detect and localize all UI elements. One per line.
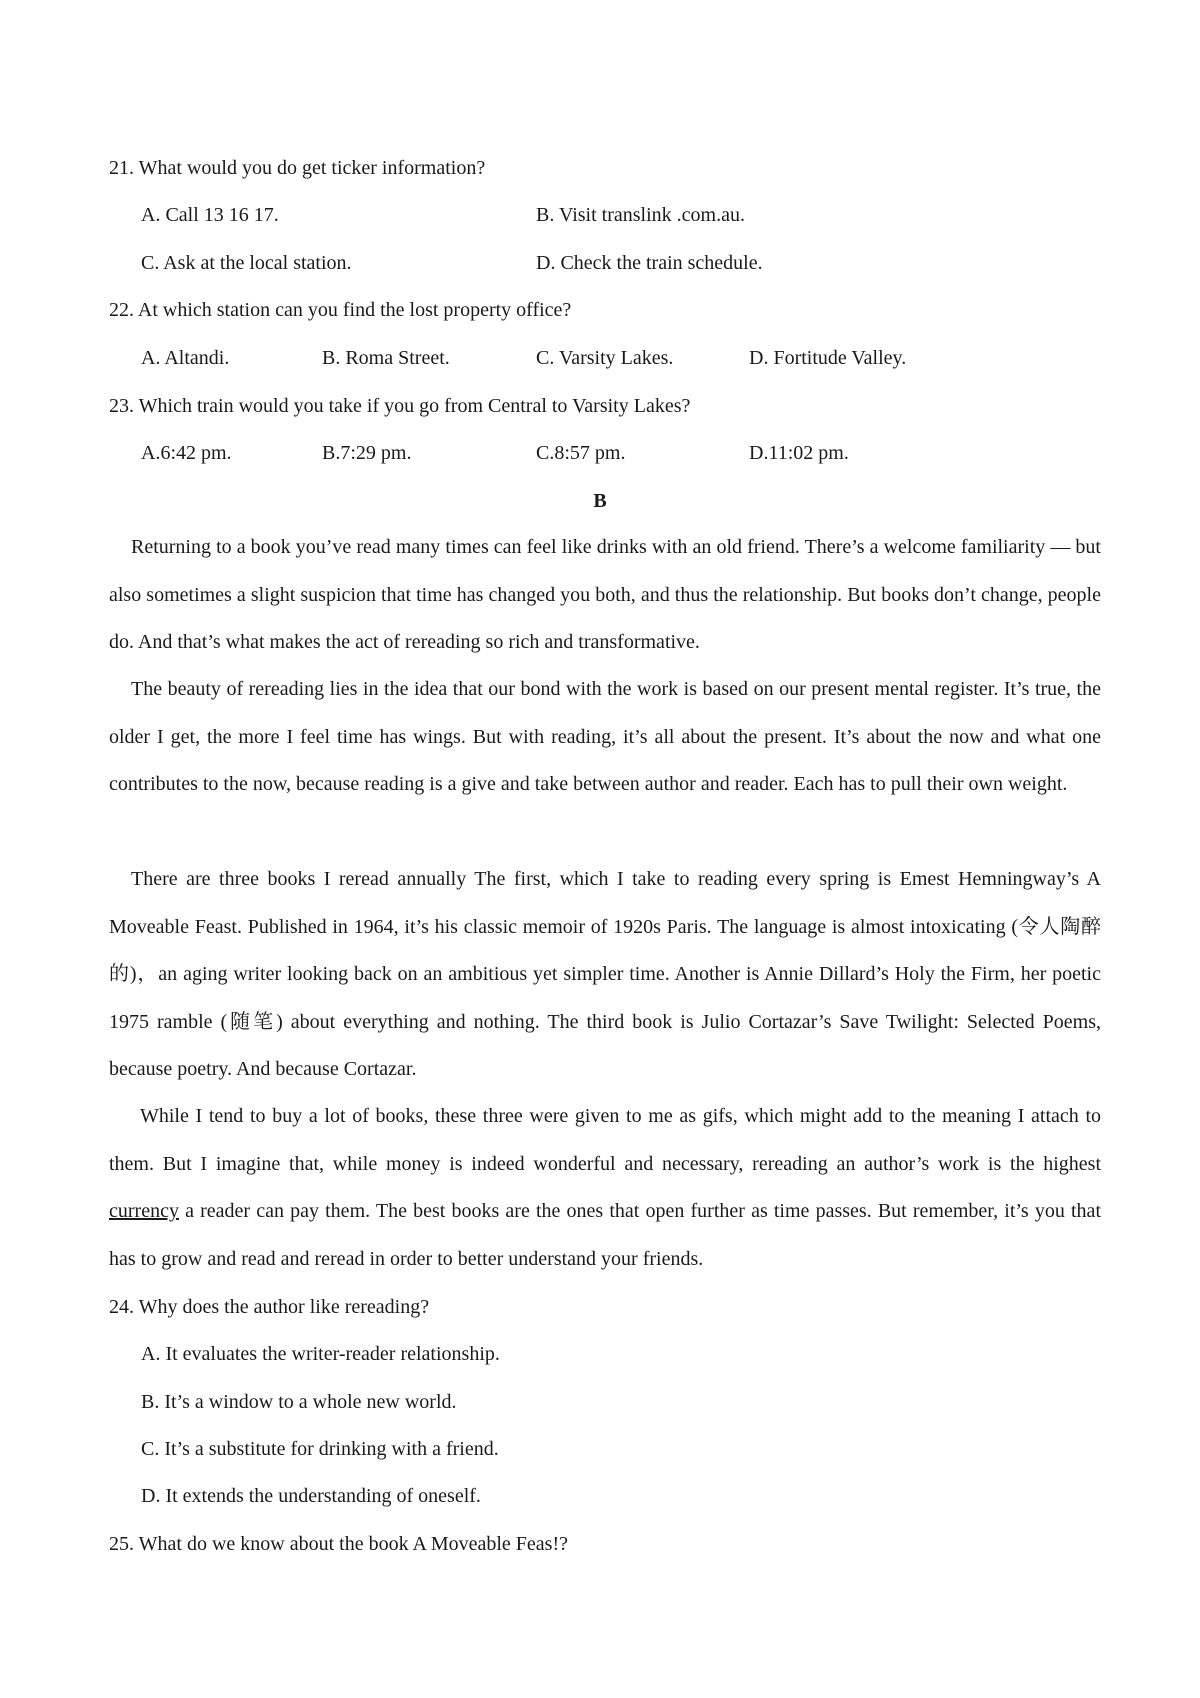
paragraph-4-text-after: a reader can pay them. The best books are the ones that open further as time passes. But remember, it’s you that has to grow and read and reread in order to better understand your friends.	[109, 1200, 1101, 1270]
section-heading: B	[593, 490, 607, 512]
q22-option-a: A. Altandi.	[141, 347, 230, 369]
passage-paragraph-2: The beauty of rereading lies in the idea that our bond with the work is based on our present mental register. It’s true, the older I get, the more I feel time has wings. But with reading, it’s all about the present. It’s about the now and what one contributes to the now, because reading is a give and take between author and reader. Each has to pull their own weight.	[109, 678, 1101, 795]
q24-option-a: A. It evaluates the writer-reader relationship.	[141, 1343, 500, 1365]
q23-option-d: D.11:02 pm.	[749, 442, 849, 464]
q22-stem: 22. At which station can you find the lost property office?	[109, 299, 572, 321]
q23-option-b: B.7:29 pm.	[322, 442, 412, 464]
q23-option-c: C.8:57 pm.	[536, 442, 626, 464]
q23-stem: 23. Which train would you take if you go from Central to Varsity Lakes?	[109, 395, 691, 417]
passage-paragraph-3: There are three books I reread annually The first, which I take to reading every spring is Emest Hemningway’s A Moveable Feast. Published in 1964, it’s his classic memoir of 1920s Paris. The language is almost intoxicating (令人陶醉的)，an aging writer looking back on an ambitious yet simpler time. Another is Annie Dillard’s Holy the Firm, her poetic 1975 ramble (随笔) about everything and nothing. The third book is Julio Cortazar’s Save Twilight: Selected Poems, because poetry. And because Cortazar.	[109, 868, 1101, 1080]
q24-option-b: B. It’s a window to a whole new world.	[141, 1391, 457, 1413]
q24-option-c: C. It’s a substitute for drinking with a friend.	[141, 1438, 499, 1460]
q23-option-a: A.6:42 pm.	[141, 442, 232, 464]
q22-option-d: D. Fortitude Valley.	[749, 347, 907, 369]
passage-paragraph-1: Returning to a book you’ve read many times can feel like drinks with an old friend. There’s a welcome familiarity — but also sometimes a slight suspicion that time has changed you both, and thus the relationship. But books don’t change, people do. And that’s what makes the act of rereading so rich and transformative.	[109, 536, 1101, 653]
q21-option-d: D. Check the train schedule.	[536, 252, 763, 274]
passage-paragraph-4	[109, 1093, 1101, 1283]
q21-stem: 21. What would you do get ticker information?	[109, 157, 486, 179]
paragraph-4-text-before: While I tend to buy a lot of books, these three were given to me as gifs, which might add to the meaning I attach to them. But I imagine that, while money is indeed wonderful and necessary, rereading an author’s work is the highest	[109, 1105, 1101, 1175]
underlined-word-currency: currency	[109, 1200, 179, 1222]
q25-stem: 25. What do we know about the book A Moveable Feas!?	[109, 1533, 568, 1555]
q24-stem: 24. Why does the author like rereading?	[109, 1296, 430, 1318]
q22-option-b: B. Roma Street.	[322, 347, 450, 369]
q21-option-b: B. Visit translink .com.au.	[536, 204, 745, 226]
q21-option-c: C. Ask at the local station.	[141, 252, 352, 274]
q21-option-a: A. Call 13 16 17.	[141, 204, 279, 226]
q22-option-c: C. Varsity Lakes.	[536, 347, 674, 369]
q24-option-d: D. It extends the understanding of oneself.	[141, 1485, 481, 1507]
